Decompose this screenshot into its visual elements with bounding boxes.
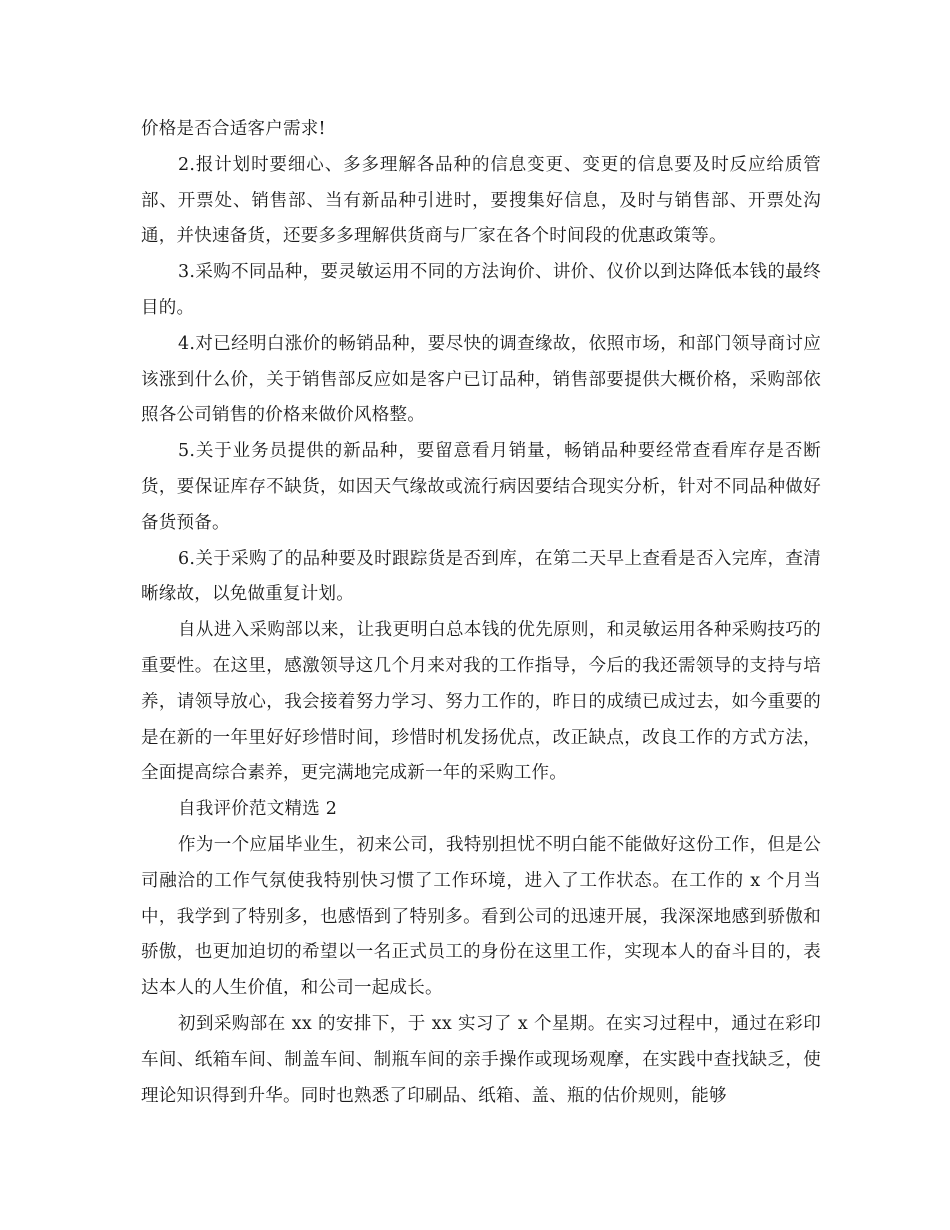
paragraph-internship: 初到采购部在 xx 的安排下，于 xx 实习了 x 个星期。在实习过程中，通过在彩印车间、纸箱车间、制盖车间、制瓶车间的亲手操作或现场观摩，在实践中查找缺乏，使理论知识得到升华。同时也熟悉了印刷品、纸箱、盖、瓶的估价规则，能够 (141, 1013, 821, 1106)
document-body (141, 112, 821, 1114)
paragraph-item-4: 4.对已经明白涨价的畅销品种，要尽快的调查缘故，依照市场，和部门领导商讨应该涨到什么价，关于销售部反应如是客户已订品种，销售部要提供大概价格，采购部依照各公司销售的价格来做价风格整。 (141, 333, 821, 426)
paragraph-continuation: 价格是否合适客户需求! (141, 119, 326, 139)
paragraph-item-6: 6.关于采购了的品种要及时跟踪货是否到库，在第二天早上查看是否入完库，查清晰缘故，以免做重复计划。 (141, 548, 821, 605)
paragraph-item-3: 3.采购不同品种，要灵敏运用不同的方法询价、讲价、仪价以到达降低本钱的最终目的。 (141, 262, 821, 318)
paragraph-item-5: 5.关于业务员提供的新品种，要留意看月销量，畅销品种要经常查看库存是否断货，要保证库存不缺货，如因天气缘故或流行病因要结合现实分析，针对不同品种做好备货预备。 (141, 441, 821, 533)
paragraph-item-2: 2.报计划时要细心、多多理解各品种的信息变更、变更的信息要及时反应给质管部、开票处、销售部、当有新品种引进时，要搜集好信息，及时与销售部、开票处沟通，并快速备货，还要多多理解供货商与厂家在各个时间段的优惠政策等。 (141, 154, 821, 247)
section-heading: 自我评价范文精选 2 (178, 799, 338, 820)
paragraph-intro: 作为一个应届毕业生，初来公司，我特别担忧不明白能不能做好这份工作，但是公司融洽的工作气氛使我特别快习惯了工作环境，进入了工作状态。在工作的 x 个月当中，我学到了特别多，也感悟到了特别多。看到公司的迅速开展，我深深地感到骄傲和骄傲，也更加迫切的希望以一名正式员工的身份在这里工作，实现本人的奋斗目的，表达本人的人生价值，和公司一起成长。 (141, 834, 821, 999)
paragraph-summary: 自从进入采购部以来，让我更明白总本钱的优先原则，和灵敏运用各种采购技巧的重要性。在这里，感激领导这几个月来对我的工作指导，今后的我还需领导的支持与培养，请领导放心，我会接着努力学习、努力工作的，昨日的成绩已成过去，如今重要的是在新的一年里好好珍惜时间，珍惜时机发扬优点，改正缺点，改良工作的方式方法，全面提高综合素养，更完满地完成新一年的采购工作。 (141, 620, 821, 784)
